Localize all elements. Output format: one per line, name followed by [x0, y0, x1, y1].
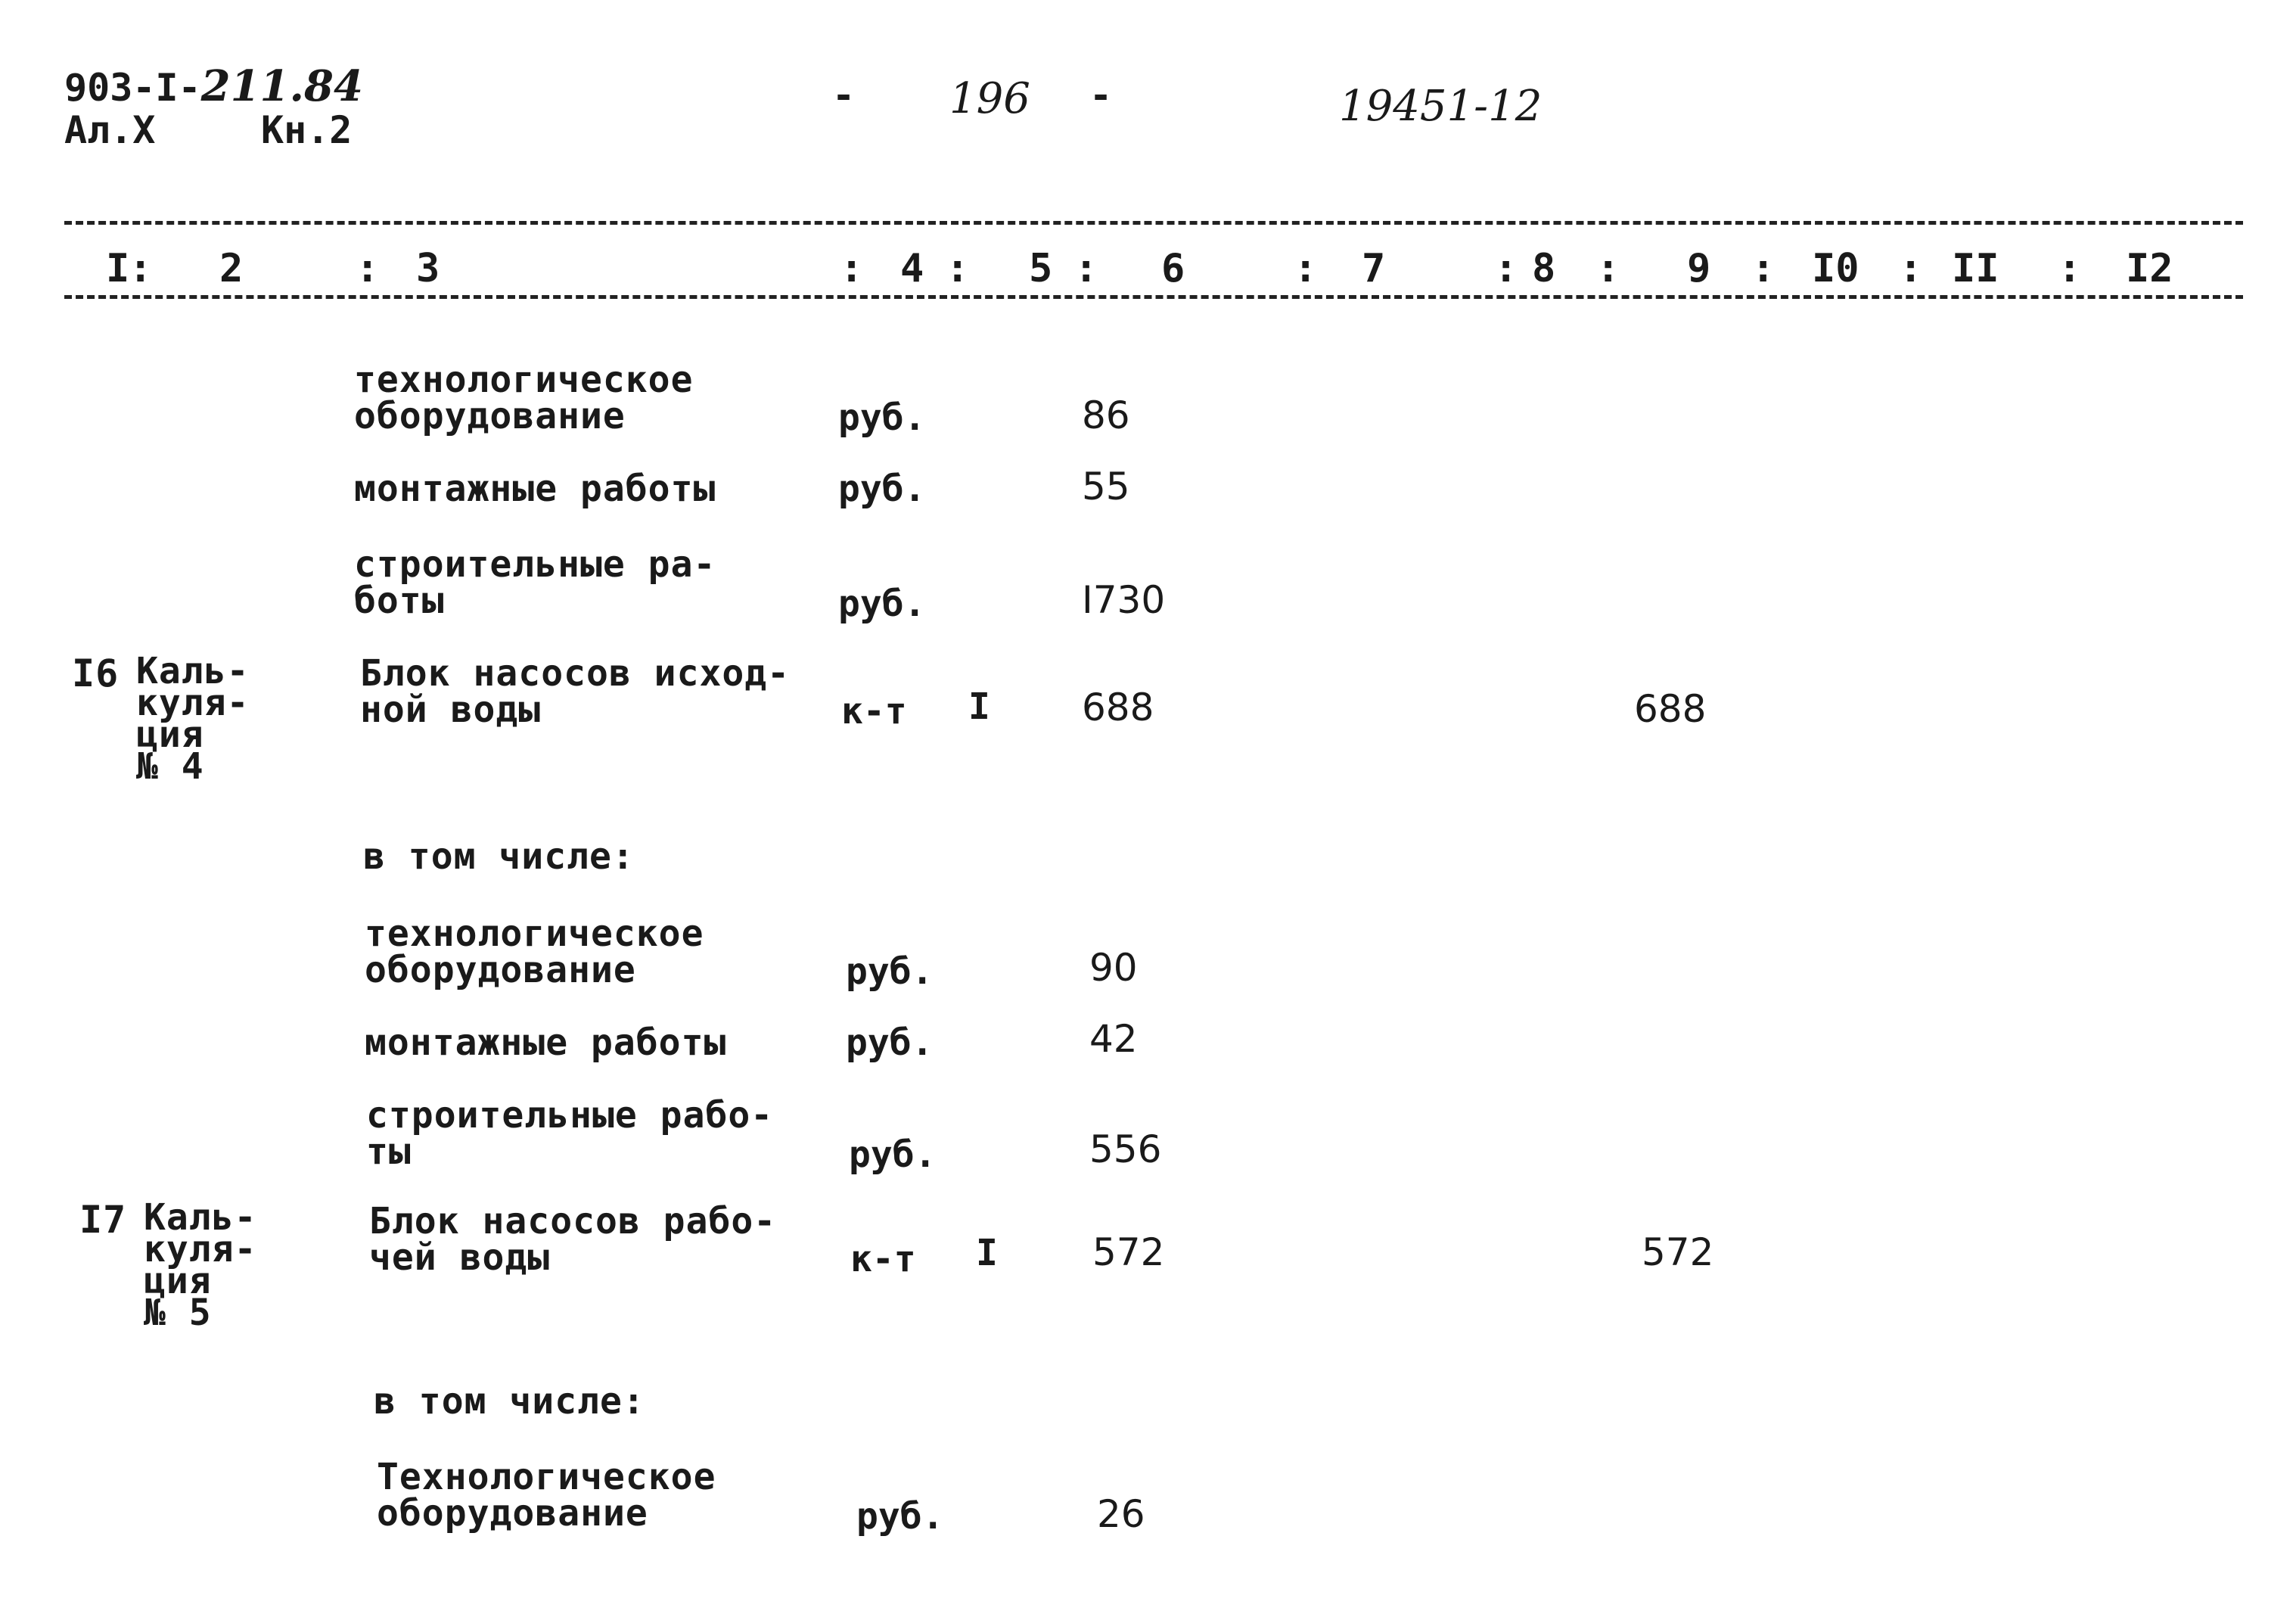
row-cost: 55 [1082, 465, 1130, 508]
row-cost: 42 [1089, 1017, 1138, 1061]
row-cost: I730 [1082, 578, 1166, 622]
row-unit: руб. [849, 1133, 937, 1176]
row-item-number: I6 [72, 651, 120, 695]
column-separator: : [356, 246, 380, 291]
row-description: Блок насосов рабо- чей воды [369, 1200, 777, 1279]
row-cost: 86 [1082, 393, 1130, 437]
row-unit: к-т [850, 1238, 916, 1280]
row-unit: руб. [846, 1022, 934, 1064]
column-header-4: 4 [900, 246, 924, 291]
row-subheading: в том числе: [374, 1380, 645, 1423]
row-quantity: I [976, 1232, 998, 1274]
row-cost: 688 [1082, 686, 1154, 729]
column-separator: : [1074, 246, 1098, 291]
header-rule-top [64, 221, 2243, 225]
album-label: Ал.X [64, 108, 156, 152]
row-calculation-ref: Каль- куля- ция № 4 [136, 650, 250, 788]
row-description: Блок насосов исход- ной воды [360, 652, 791, 731]
column-separator: : [1596, 246, 1620, 291]
column-separator: : [1294, 246, 1318, 291]
row-cost: 90 [1089, 946, 1138, 990]
column-header-8: 8 [1532, 246, 1556, 291]
row-unit: к-т [841, 690, 907, 732]
page-number-dash-right: - [1089, 73, 1113, 117]
column-separator: : [1494, 246, 1518, 291]
row-unit: руб. [856, 1495, 944, 1538]
row-total: 572 [1642, 1230, 1714, 1274]
row-unit: руб. [838, 583, 926, 625]
row-subheading: в том числе: [363, 835, 635, 878]
column-separator: : [1899, 246, 1923, 291]
column-header-12: I2 [2126, 246, 2173, 291]
column-header-11: II [1952, 246, 1999, 291]
row-total: 688 [1634, 687, 1707, 731]
row-unit: руб. [838, 396, 926, 439]
column-separator: : [129, 246, 153, 291]
page-number-dash-left: - [832, 73, 856, 117]
row-description: строительные рабо- ты [366, 1094, 774, 1173]
column-header-10: I0 [1812, 246, 1859, 291]
row-unit: руб. [838, 468, 926, 510]
row-cost: 572 [1092, 1230, 1165, 1274]
row-description: технологическое оборудование [354, 359, 694, 437]
row-unit: руб. [846, 950, 934, 993]
row-description: строительные ра- боты [354, 543, 716, 622]
document-code: 903-I-211.84 [64, 61, 363, 111]
row-description: монтажные работы [365, 1022, 727, 1064]
row-quantity: I [968, 686, 990, 728]
row-item-number: I7 [79, 1198, 127, 1242]
row-calculation-ref: Каль- куля- ция № 5 [144, 1196, 257, 1334]
column-separator: : [2058, 246, 2082, 291]
column-header-9: 9 [1687, 246, 1711, 291]
column-header-6: 6 [1161, 246, 1185, 291]
column-header-1: I [106, 246, 130, 291]
book-label: Кн.2 [261, 108, 353, 152]
row-description: технологическое оборудование [365, 913, 704, 991]
archive-number: 19451-12 [1339, 82, 1543, 131]
header-rule-bottom [64, 295, 2243, 299]
column-separator: : [1751, 246, 1776, 291]
column-header-3: 3 [416, 246, 440, 291]
row-description: монтажные работы [354, 468, 716, 510]
row-cost: 556 [1089, 1127, 1162, 1171]
document-code-handwritten: 211.84 [200, 61, 363, 111]
column-header-5: 5 [1029, 246, 1053, 291]
column-separator: : [946, 246, 970, 291]
page-number: 196 [949, 74, 1030, 123]
column-header-2: 2 [219, 246, 244, 291]
row-cost: 26 [1097, 1492, 1145, 1536]
row-description: Технологическое оборудование [377, 1456, 716, 1535]
column-header-7: 7 [1362, 246, 1386, 291]
column-separator: : [840, 246, 864, 291]
